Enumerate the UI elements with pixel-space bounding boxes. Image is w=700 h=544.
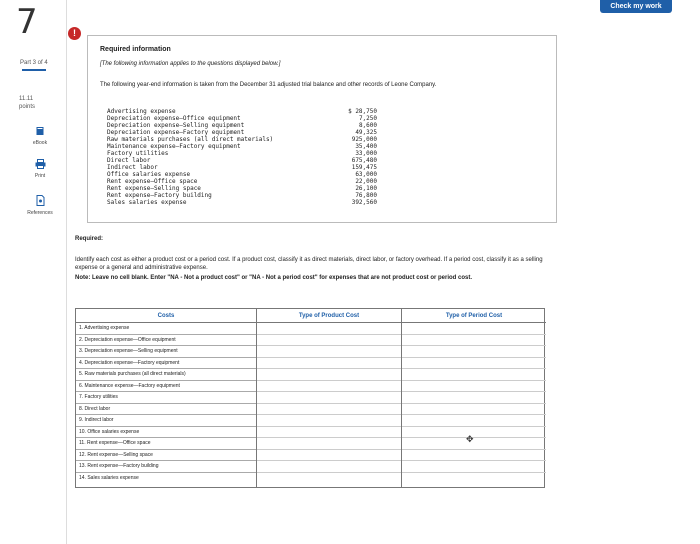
cost-item: 6. Maintenance expense—Factory equipment	[76, 381, 256, 393]
product-cost-select[interactable]	[257, 381, 401, 393]
trial-balance-label: Office salaries expense	[107, 171, 191, 178]
trial-balance-label: Rent expense—Selling space	[107, 185, 201, 192]
required-information-panel	[87, 35, 557, 223]
product-cost-select[interactable]	[257, 450, 401, 462]
costs-column	[76, 309, 256, 487]
references-icon	[20, 195, 60, 208]
period-cost-select[interactable]	[402, 427, 546, 439]
cost-item: 7. Factory utilities	[76, 392, 256, 404]
trial-balance-label: Depreciation expense—Factory equipment	[107, 129, 245, 136]
product-cost-select[interactable]	[257, 461, 401, 473]
required-note: Note: Leave no cell blank. Enter "NA - Not a product cost" or "NA - Not a period cost" for expenses that are not product cost or period cost.	[75, 275, 472, 281]
print-tool[interactable]	[20, 159, 60, 179]
trial-balance-value: 925,000	[351, 136, 377, 143]
period-cost-select[interactable]	[402, 323, 546, 335]
trial-balance-row	[107, 164, 377, 171]
cost-item: 14. Sales salaries expense	[79, 474, 139, 481]
trial-balance-value: 7,250	[358, 115, 377, 122]
sidebar-divider	[66, 0, 67, 544]
trial-balance-label: Indirect labor	[107, 164, 158, 171]
period-cost-select[interactable]	[402, 335, 546, 347]
product-cost-select[interactable]	[257, 427, 401, 439]
product-cost-select[interactable]	[257, 473, 401, 485]
printer-icon	[20, 159, 60, 171]
trial-balance-label: Factory utilities	[107, 150, 169, 157]
trial-balance-value: 392,560	[351, 199, 377, 206]
required-instructions: Identify each cost as either a product cost or a period cost. If a product cost, classify it as direct materials, direct labor, or factory overhead. If a period cost, classify it as a selling expense or a general and administrative expense.	[75, 257, 543, 271]
product-cost-select[interactable]	[257, 404, 401, 416]
trial-balance-label: Raw materials purchases (all direct materials)	[107, 136, 274, 143]
trial-balance-row	[107, 108, 377, 115]
ebook-label: eBook	[32, 140, 48, 146]
trial-balance-row	[107, 143, 377, 150]
period-cost-select[interactable]	[402, 404, 546, 416]
trial-balance-label: Rent expense—Office space	[107, 178, 198, 185]
product-cost-select[interactable]	[257, 415, 401, 427]
question-number: 7	[16, 2, 38, 42]
trial-balance-value: 49,325	[355, 129, 377, 136]
points-label	[19, 95, 35, 111]
trial-balance-value: 76,800	[355, 192, 377, 199]
costs-header: Costs	[76, 309, 256, 323]
period-cost-select[interactable]	[402, 358, 546, 370]
cost-item: 1. Advertising expense	[76, 323, 256, 335]
trial-balance-value: $ 28,750	[348, 108, 377, 115]
references-label: References	[27, 210, 53, 216]
alert-icon: !	[68, 27, 81, 40]
period-cost-column	[401, 309, 546, 487]
part-indicator: Part 3 of 4	[20, 60, 48, 66]
trial-balance-value: 8,600	[358, 122, 377, 129]
trial-balance-value: 26,100	[355, 185, 377, 192]
check-my-work-button[interactable]: Check my work	[600, 0, 672, 13]
trial-balance-row	[107, 192, 377, 199]
trial-balance-value: 159,475	[351, 164, 377, 171]
trial-balance-row	[107, 150, 377, 157]
cost-item: 10. Office salaries expense	[76, 427, 256, 439]
cost-item: 9. Indirect labor	[76, 415, 256, 427]
cost-item: 3. Depreciation expense—Selling equipment	[76, 346, 256, 358]
trial-balance-row	[107, 129, 377, 136]
trial-balance-value: 33,000	[355, 150, 377, 157]
info-note: [The following information applies to the questions displayed below.]	[100, 61, 281, 67]
cost-item: 4. Depreciation expense—Factory equipment	[76, 358, 256, 370]
product-cost-select[interactable]	[257, 392, 401, 404]
move-cursor-icon: ✥	[466, 434, 474, 444]
trial-balance-label: Rent expense—Factory building	[107, 192, 212, 199]
trial-balance-label: Direct labor	[107, 157, 151, 164]
product-cost-column	[256, 309, 401, 487]
product-cost-select[interactable]	[257, 323, 401, 335]
cost-item: 11. Rent expense—Office space	[76, 438, 256, 450]
cost-item: 12. Rent expense—Selling space	[76, 450, 256, 462]
trial-balance-list	[107, 108, 377, 206]
info-intro: The following year-end information is taken from the December 31 adjusted trial balance and other records of Leone Company.	[100, 82, 437, 88]
product-cost-select[interactable]	[257, 346, 401, 358]
trial-balance-row	[107, 115, 377, 122]
print-label: Print	[34, 173, 46, 179]
part-progress-bar	[22, 69, 46, 71]
product-cost-select[interactable]	[257, 369, 401, 381]
trial-balance-label: Depreciation expense—Selling equipment	[107, 122, 245, 129]
product-cost-select[interactable]	[257, 358, 401, 370]
trial-balance-label: Sales salaries expense	[107, 199, 187, 206]
period-cost-select[interactable]	[402, 346, 546, 358]
required-heading: Required:	[75, 236, 104, 242]
period-cost-select[interactable]	[402, 369, 546, 381]
cost-item: 13. Rent expense—Factory building	[76, 461, 256, 473]
period-cost-select[interactable]	[402, 450, 546, 462]
period-cost-select[interactable]	[402, 415, 546, 427]
trial-balance-row	[107, 171, 377, 178]
trial-balance-value: 63,000	[355, 171, 377, 178]
period-cost-header: Type of Period Cost	[402, 309, 546, 323]
period-cost-select[interactable]	[402, 438, 546, 450]
period-cost-select[interactable]	[402, 381, 546, 393]
classification-table	[75, 308, 545, 488]
cost-item: 5. Raw materials purchases (all direct materials)	[76, 369, 256, 381]
trial-balance-row	[107, 122, 377, 129]
ebook-tool[interactable]	[20, 126, 60, 146]
references-tool[interactable]	[20, 195, 60, 216]
trial-balance-row	[107, 199, 377, 206]
trial-balance-label: Depreciation expense—Office equipment	[107, 115, 241, 122]
trial-balance-row	[107, 185, 377, 192]
book-icon	[20, 126, 60, 138]
trial-balance-label: Advertising expense	[107, 108, 176, 115]
trial-balance-row	[107, 136, 377, 143]
period-cost-select[interactable]	[402, 461, 546, 473]
period-cost-select[interactable]	[402, 473, 546, 485]
trial-balance-row	[107, 157, 377, 164]
cost-item: 2. Depreciation expense—Office equipment	[76, 335, 256, 347]
trial-balance-value: 675,480	[351, 157, 377, 164]
trial-balance-row	[107, 178, 377, 185]
info-title: Required information	[100, 46, 171, 53]
product-cost-header: Type of Product Cost	[257, 309, 401, 323]
period-cost-select[interactable]	[402, 392, 546, 404]
trial-balance-label: Maintenance expense—Factory equipment	[107, 143, 241, 150]
trial-balance-value: 35,400	[355, 143, 377, 150]
trial-balance-value: 22,000	[355, 178, 377, 185]
cost-item: 8. Direct labor	[76, 404, 256, 416]
product-cost-select[interactable]	[257, 335, 401, 347]
points-text: 11.11 points	[19, 96, 36, 110]
product-cost-select[interactable]	[257, 438, 401, 450]
